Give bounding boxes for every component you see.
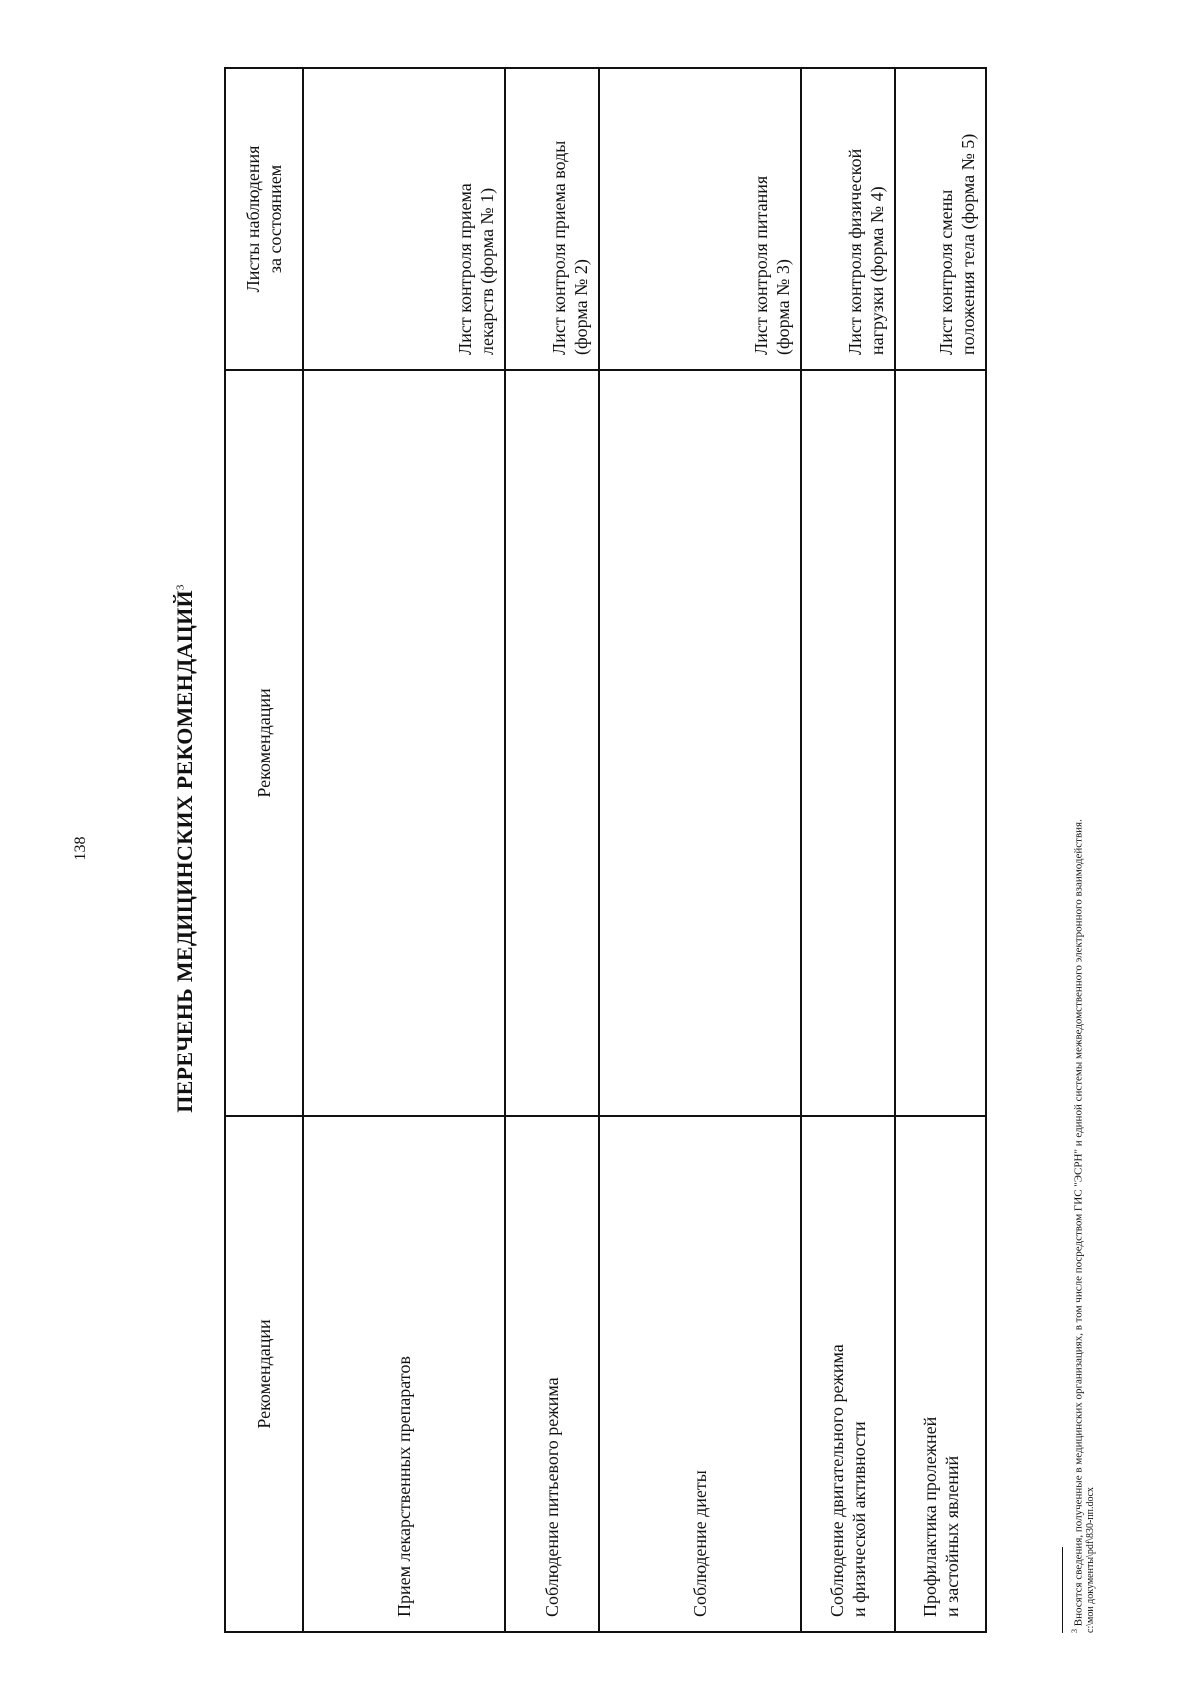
recommendation-cell: Профилактика пролежней и застойных явлений [895, 1116, 986, 1632]
details-cell [599, 370, 801, 1116]
sheet-cell: Лист контроля физической нагрузки (форма № 4) [801, 68, 895, 370]
table-row [599, 68, 801, 1632]
table-row [303, 68, 505, 1632]
recommendation-cell: Соблюдение двигательного режима и физической активности [801, 1116, 895, 1632]
recommendations-table [224, 67, 987, 1633]
sheet-cell: Лист контроля приема воды (форма № 2) [505, 68, 599, 370]
details-cell [303, 370, 505, 1116]
table-row [801, 68, 895, 1632]
header-recommendations-details: Рекомендации [225, 370, 303, 1116]
footnote [1068, 133, 1086, 1633]
page-number: 138 [72, 836, 89, 861]
header-observation-sheets: Листы наблюдения за состоянием [225, 68, 303, 370]
table-row [895, 68, 986, 1632]
header-recommendations: Рекомендации [225, 1116, 303, 1632]
recommendation-cell: Соблюдение питьевого режима [505, 1116, 599, 1632]
page-title [172, 0, 198, 1697]
sheet-cell: Лист контроля питания (форма № 3) [599, 68, 801, 370]
table-header-row [225, 68, 303, 1632]
details-cell [895, 370, 986, 1116]
footnote-divider [1062, 1547, 1063, 1633]
details-cell [801, 370, 895, 1116]
footnote-marker: 3 [1070, 1629, 1079, 1633]
sheet-cell: Лист контроля приема лекарств (форма № 1) [303, 68, 505, 370]
title-footnote-marker: 3 [174, 584, 187, 591]
recommendation-cell: Соблюдение диеты [599, 1116, 801, 1632]
details-cell [505, 370, 599, 1116]
title-text: ПЕРЕЧЕНЬ МЕДИЦИНСКИХ РЕКОМЕНДАЦИЙ [172, 590, 197, 1113]
footnote-text: Вносятся сведения, полученные в медицинских организациях, в том числе посредством ГИС "ЭСРН" и единой системы межведомственного электронного взаимодействия. [1072, 819, 1085, 1627]
recommendation-cell: Прием лекарственных препаратов [303, 1116, 505, 1632]
table-row [505, 68, 599, 1632]
sheet-cell: Лист контроля смены положения тела (форма № 5) [895, 68, 986, 370]
file-path: c:\мои документы\pdf\830-пп.docx [1085, 1487, 1096, 1633]
